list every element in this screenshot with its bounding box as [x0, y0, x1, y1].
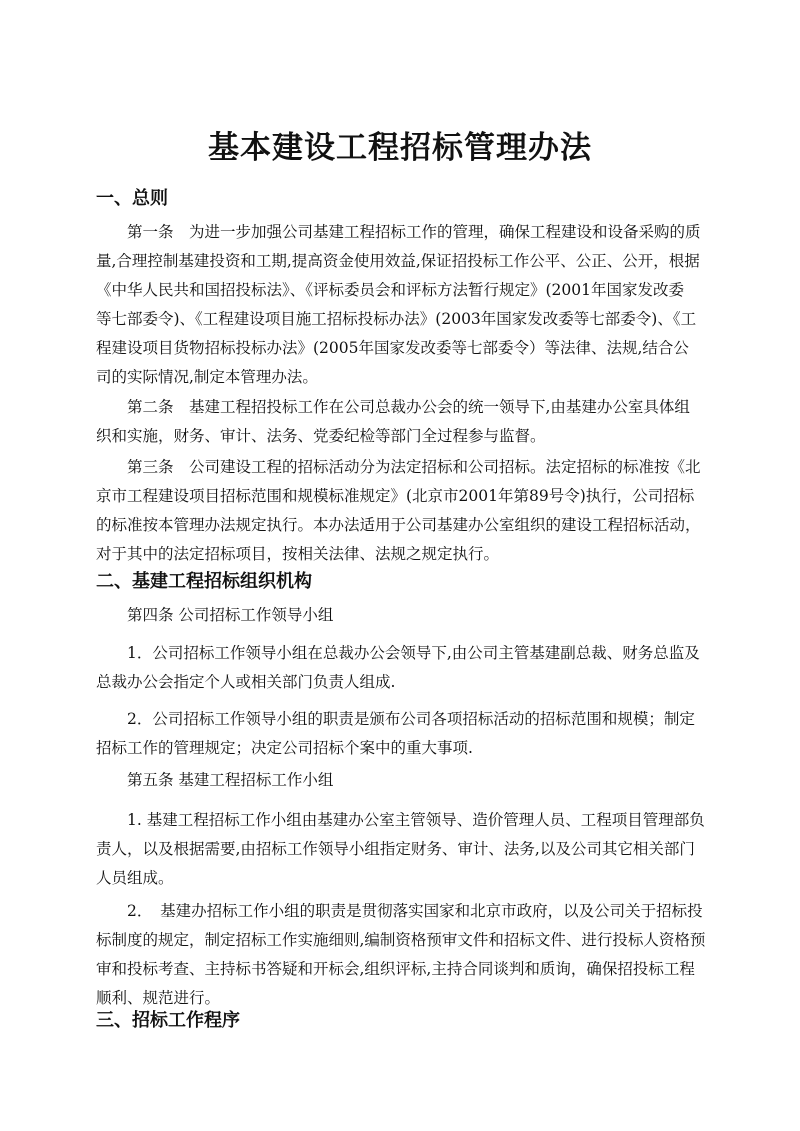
text-line: 京市工程建设项目招标范围和规模标准规定》(北京市2001年第89号令)执行，公司招标 — [96, 487, 695, 505]
text-line: 审和投标考查、主持标书答疑和开标会,组织评标,主持合同谈判和质询，确保招投标工程 — [96, 960, 695, 978]
text-line: 1．公司招标工作领导小组在总裁办公会领导下,由公司主管基建副总裁、财务总监及 — [96, 644, 700, 662]
text-line: 程建设项目货物招标投标办法》(2005年国家发改委等七部委令）等法律、法规,结合公 — [96, 339, 689, 357]
paragraph-article-1 — [96, 218, 732, 392]
text-line: 顺利、规范进行。 — [96, 989, 221, 1007]
text-line: 2．公司招标工作领导小组的职责是颁布公司各项招标活动的招标范围和规模；制定 — [96, 710, 695, 728]
text-line: 2． 基建办招标工作小组的职责是贯彻落实国家和北京市政府，以及公司关于招标投 — [96, 902, 703, 920]
text-line: 量,合理控制基建投资和工期,提高资金使用效益,保证招投标工作公平、公正、公开，根据 — [96, 252, 700, 270]
section-heading: 三、招标工作程序 — [96, 1010, 240, 1031]
paragraph-item — [96, 897, 732, 1013]
text-line: 对于其中的法定招标项目，按相关法律、法规之规定执行。 — [96, 545, 500, 563]
text-line: 第三条 公司建设工程的招标活动分为法定招标和公司招标。法定招标的标准按《北 — [96, 458, 701, 476]
text-line: 招标工作的管理规定；决定公司招标个案中的重大事项. — [96, 739, 473, 757]
section-heading: 二、基建工程招标组织机构 — [96, 571, 312, 592]
paragraph-item — [96, 639, 732, 697]
text-line: 第二条 基建工程招投标工作在公司总裁办公会的统一领导下,由基建办公室具体组 — [96, 398, 690, 416]
text-line: 的标准按本管理办法规定执行。本办法适用于公司基建办公室组织的建设工程招标活动， — [96, 516, 701, 534]
text-line: 等七部委令)、《工程建设项目施工招标投标办法》(2003年国家发改委等七部委令)、《工 — [96, 310, 697, 328]
paragraph-article-4 — [96, 601, 732, 630]
text-line: 第一条 为进一步加强公司基建工程招标工作的管理，确保工程建设和设备采购的质 — [96, 223, 701, 241]
text-line: 责人，以及根据需要,由招标工作领导小组指定财务、审计、法务,以及公司其它相关部门 — [96, 840, 695, 858]
paragraph-item — [96, 806, 732, 893]
paragraph-item — [96, 705, 732, 763]
text-line: 第四条 公司招标工作领导小组 — [96, 606, 334, 624]
text-line: 司的实际情况,制定本管理办法。 — [96, 368, 318, 386]
text-line: 总裁办公会指定个人或相关部门负责人组成. — [96, 673, 396, 691]
page-title: 基本建设工程招标管理办法 — [208, 130, 592, 166]
paragraph-article-5 — [96, 766, 732, 795]
text-line: 人员组成。 — [96, 869, 174, 887]
paragraph-article-2 — [96, 393, 732, 451]
paragraph-article-3 — [96, 453, 732, 569]
text-line: 《中华人民共和国招投标法》、《评标委员会和评标方法暂行规定》(2001年国家发改委 — [96, 281, 684, 299]
text-line: 第五条 基建工程招标工作小组 — [96, 771, 334, 789]
section-heading: 一、总则 — [96, 188, 168, 209]
text-line: 标制度的规定，制定招标工作实施细则,编制资格预审文件和招标文件、进行投标人资格预 — [96, 931, 706, 949]
text-line: 织和实施，财务、审计、法务、党委纪检等部门全过程参与监督。 — [96, 427, 546, 445]
text-line: 1. 基建工程招标工作小组由基建办公室主管领导、造价管理人员、工程项目管理部负 — [96, 811, 705, 829]
